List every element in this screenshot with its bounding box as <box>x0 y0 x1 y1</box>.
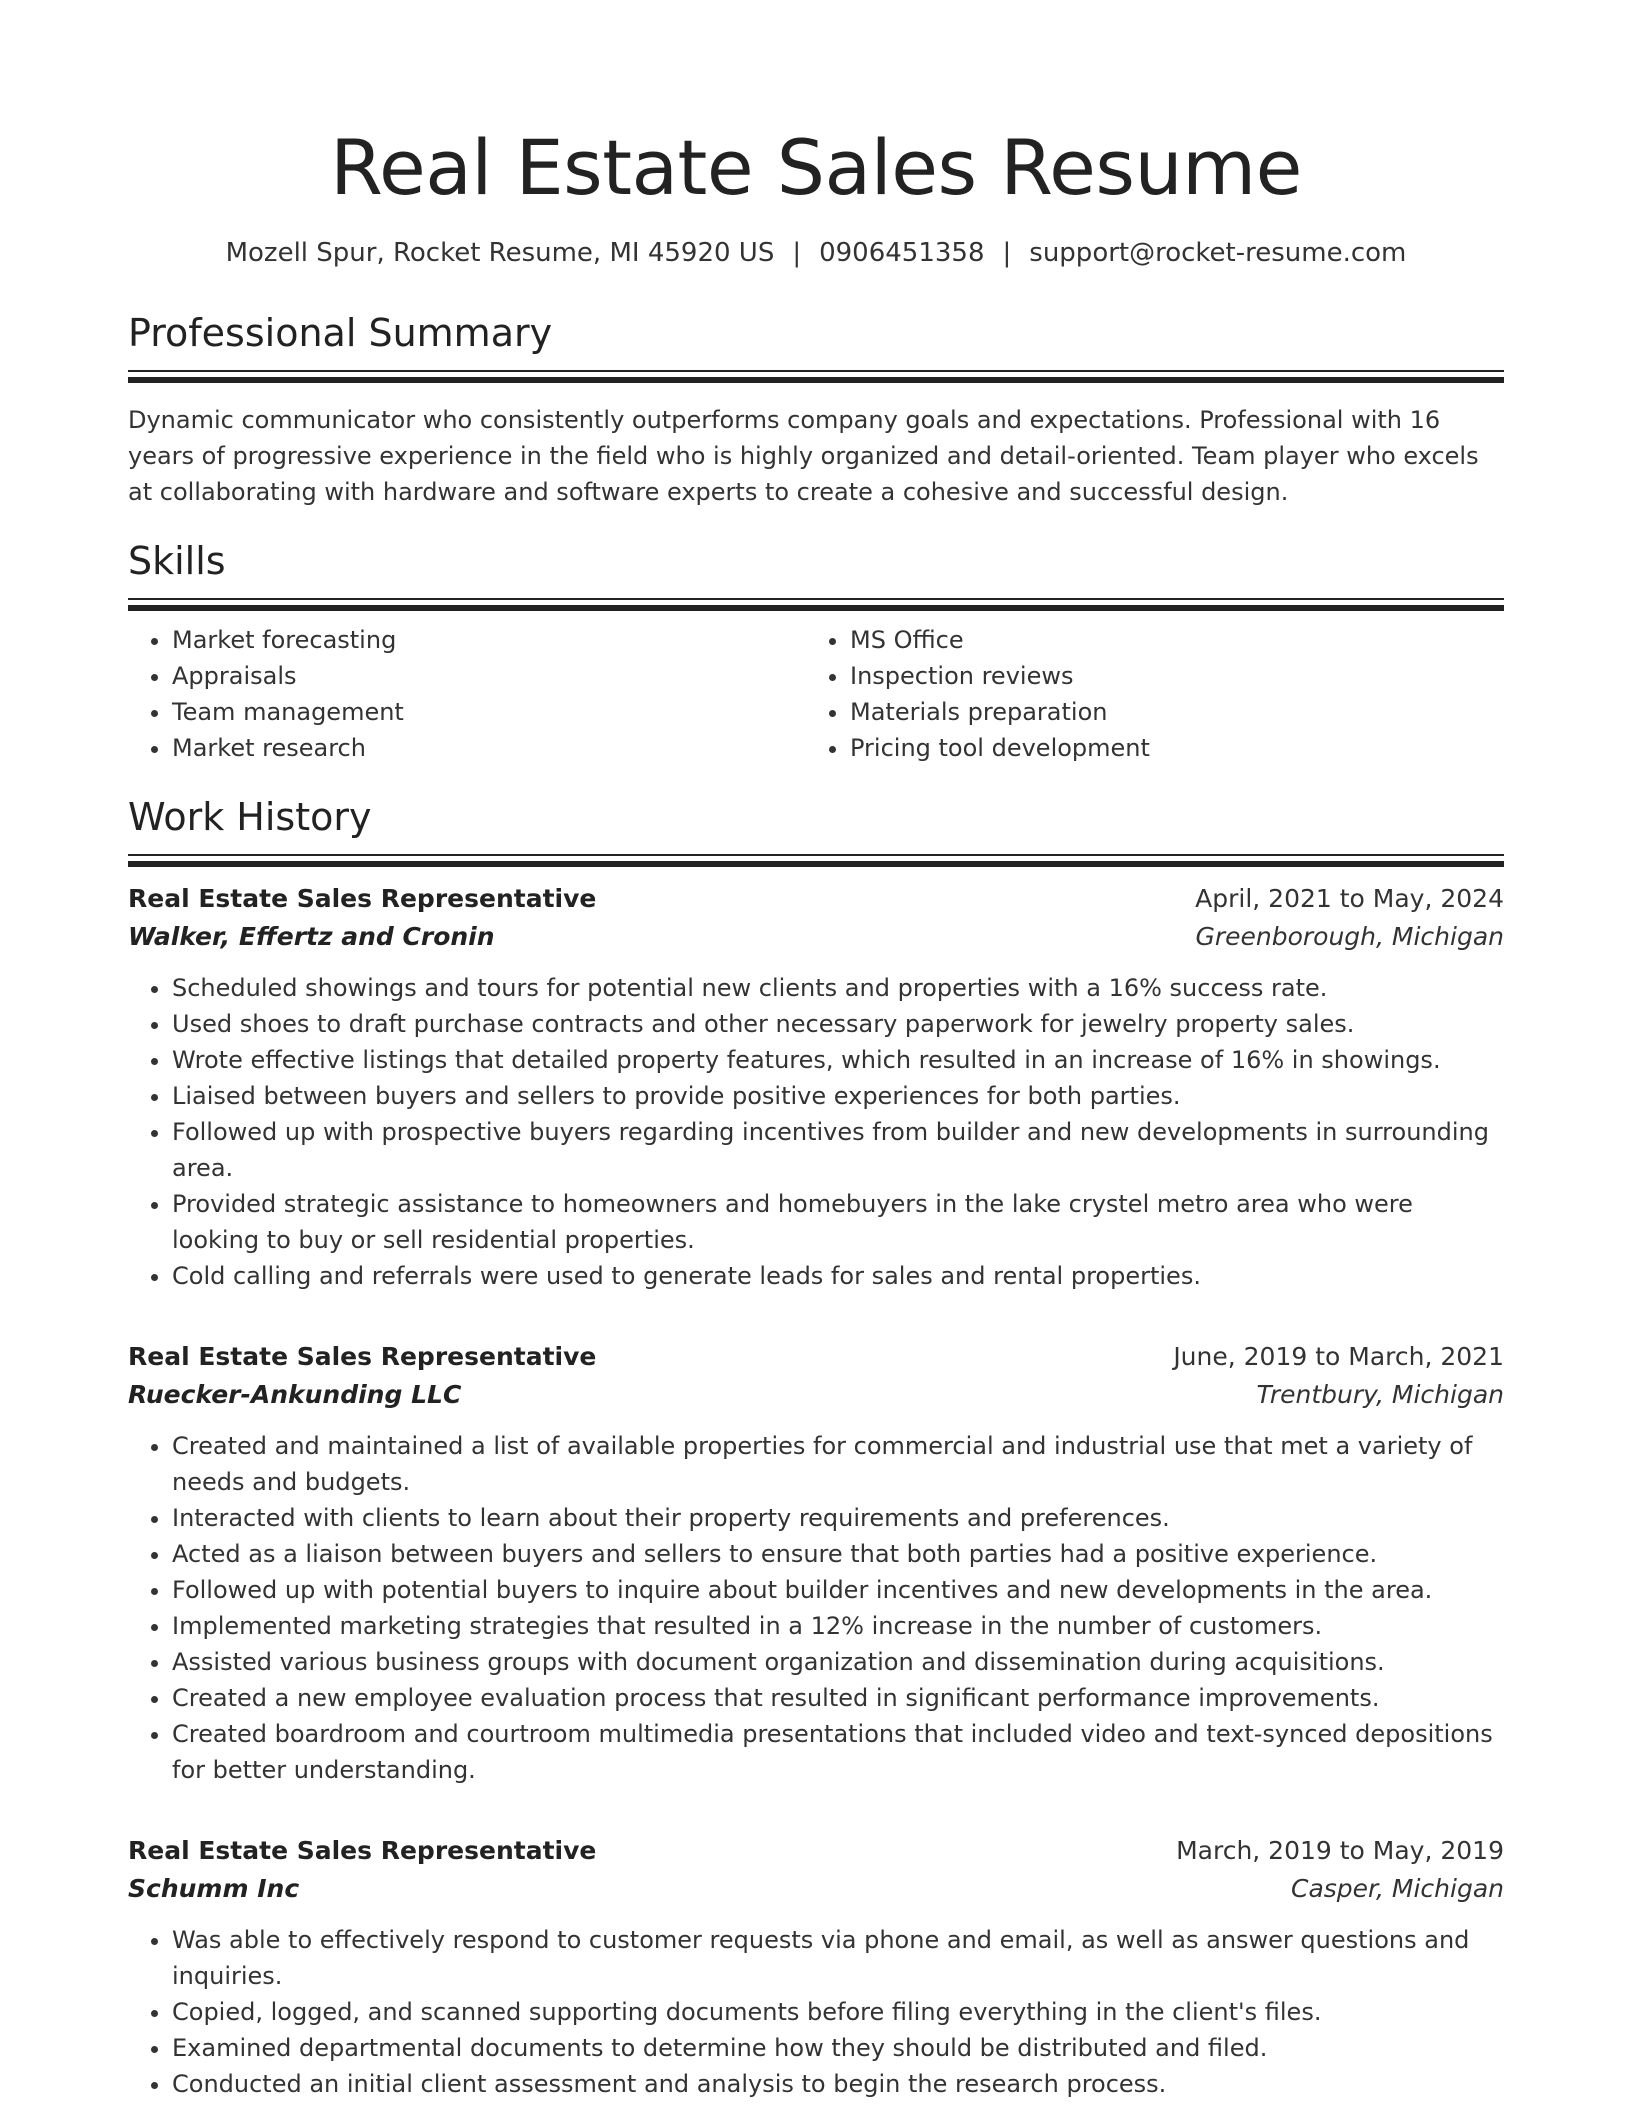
job-bullets <box>128 1428 1504 1788</box>
job-title: Real Estate Sales Representative <box>128 884 597 913</box>
job-location: Trentbury, Michigan <box>1256 1380 1504 1409</box>
job-dates: March, 2019 to May, 2019 <box>1176 1836 1504 1865</box>
job-bullet: • Assisted various business groups with document organization and dissemination during acquisitions. <box>172 1644 1504 1680</box>
contact-email: support@rocket-resume.com <box>1029 238 1407 268</box>
work-history-section <box>128 794 1504 2102</box>
skill-item: • Market research <box>172 730 806 766</box>
job-entry <box>128 880 1504 1294</box>
job-bullet: • Examined departmental documents to determine how they should be distributed and filed. <box>172 2030 1504 2066</box>
job-bullet: • Wrote effective listings that detailed property features, which resulted in an increase of 16% in showings. <box>172 1042 1504 1078</box>
section-divider <box>128 854 1504 856</box>
job-bullet: • Was able to effectively respond to customer requests via phone and email, as well as answer questions and inquiries. <box>172 1922 1504 1994</box>
skills-grid <box>128 622 1504 766</box>
contact-address: Mozell Spur, Rocket Resume, MI 45920 US <box>225 238 775 268</box>
job-bullet: • Created a new employee evaluation process that resulted in significant performance improvements. <box>172 1680 1504 1716</box>
work-history-heading: Work History <box>128 795 372 839</box>
skill-item: • MS Office <box>850 622 1484 658</box>
skill-item: • Materials preparation <box>850 694 1484 730</box>
contact-phone: 0906451358 <box>819 238 985 268</box>
job-bullet: • Scheduled showings and tours for potential new clients and properties with a 16% success rate. <box>172 970 1504 1006</box>
job-bullet: • Cold calling and referrals were used to generate leads for sales and rental properties. <box>172 1258 1504 1294</box>
job-dates: April, 2021 to May, 2024 <box>1195 884 1504 913</box>
job-company: Schumm Inc <box>128 1874 300 1903</box>
section-divider <box>128 598 1504 600</box>
job-bullet: • Conducted an initial client assessment and analysis to begin the research process. <box>172 2066 1504 2102</box>
job-bullet: • Copied, logged, and scanned supporting documents before filing everything in the client's files. <box>172 1994 1504 2030</box>
job-bullet: • Followed up with potential buyers to inquire about builder incentives and new developments in the area. <box>172 1572 1504 1608</box>
job-bullet: • Liaised between buyers and sellers to provide positive experiences for both parties. <box>172 1078 1504 1114</box>
resume-page <box>128 0 1504 2102</box>
job-bullet: • Created and maintained a list of available properties for commercial and industrial use that met a variety of needs and budgets. <box>172 1428 1504 1500</box>
job-company: Walker, Effertz and Cronin <box>128 922 495 951</box>
skill-item: • Team management <box>172 694 806 730</box>
summary-section <box>128 310 1504 510</box>
job-entry <box>128 1338 1504 1788</box>
section-divider <box>128 370 1504 372</box>
skill-item: • Pricing tool development <box>850 730 1484 766</box>
job-title: Real Estate Sales Representative <box>128 1342 597 1371</box>
job-entry <box>128 1832 1504 2102</box>
skill-item: • Market forecasting <box>172 622 806 658</box>
job-dates: June, 2019 to March, 2021 <box>1173 1342 1504 1371</box>
contact-separator: | <box>1002 238 1012 268</box>
summary-text: Dynamic communicator who consistently outperforms company goals and expectations. Professional with 16 years of progressive experience in the field who is highly organized and detail-oriented. Team player who excels at collaborating with hardware and software experts to create a cohesive and successful design. <box>128 406 1479 506</box>
job-location: Casper, Michigan <box>1290 1874 1504 1903</box>
job-bullets <box>128 1922 1504 2102</box>
resume-title: Real Estate Sales Resume <box>330 123 1302 212</box>
job-bullet: • Implemented marketing strategies that resulted in a 12% increase in the number of customers. <box>172 1608 1504 1644</box>
job-bullets <box>128 970 1504 1294</box>
contact-line <box>128 236 1504 270</box>
contact-separator: | <box>792 238 802 268</box>
skills-section <box>128 538 1504 766</box>
job-company: Ruecker-Ankunding LLC <box>128 1380 462 1409</box>
skill-item: • Inspection reviews <box>850 658 1484 694</box>
job-bullet: • Acted as a liaison between buyers and sellers to ensure that both parties had a positive experience. <box>172 1536 1504 1572</box>
job-location: Greenborough, Michigan <box>1195 922 1504 951</box>
job-bullet: • Used shoes to draft purchase contracts and other necessary paperwork for jewelry property sales. <box>172 1006 1504 1042</box>
job-bullet: • Followed up with prospective buyers regarding incentives from builder and new developments in surrounding area. <box>172 1114 1504 1186</box>
summary-heading: Professional Summary <box>128 311 553 355</box>
job-bullet: • Interacted with clients to learn about their property requirements and preferences. <box>172 1500 1504 1536</box>
job-bullet: • Provided strategic assistance to homeowners and homebuyers in the lake crystel metro area who were looking to buy or sell residential properties. <box>172 1186 1504 1258</box>
skills-column-left <box>128 622 806 766</box>
skills-column-right <box>806 622 1484 766</box>
job-title: Real Estate Sales Representative <box>128 1836 597 1865</box>
skills-heading: Skills <box>128 539 226 583</box>
job-bullet: • Created boardroom and courtroom multimedia presentations that included video and text-synced depositions for better understanding. <box>172 1716 1504 1788</box>
skill-item: • Appraisals <box>172 658 806 694</box>
